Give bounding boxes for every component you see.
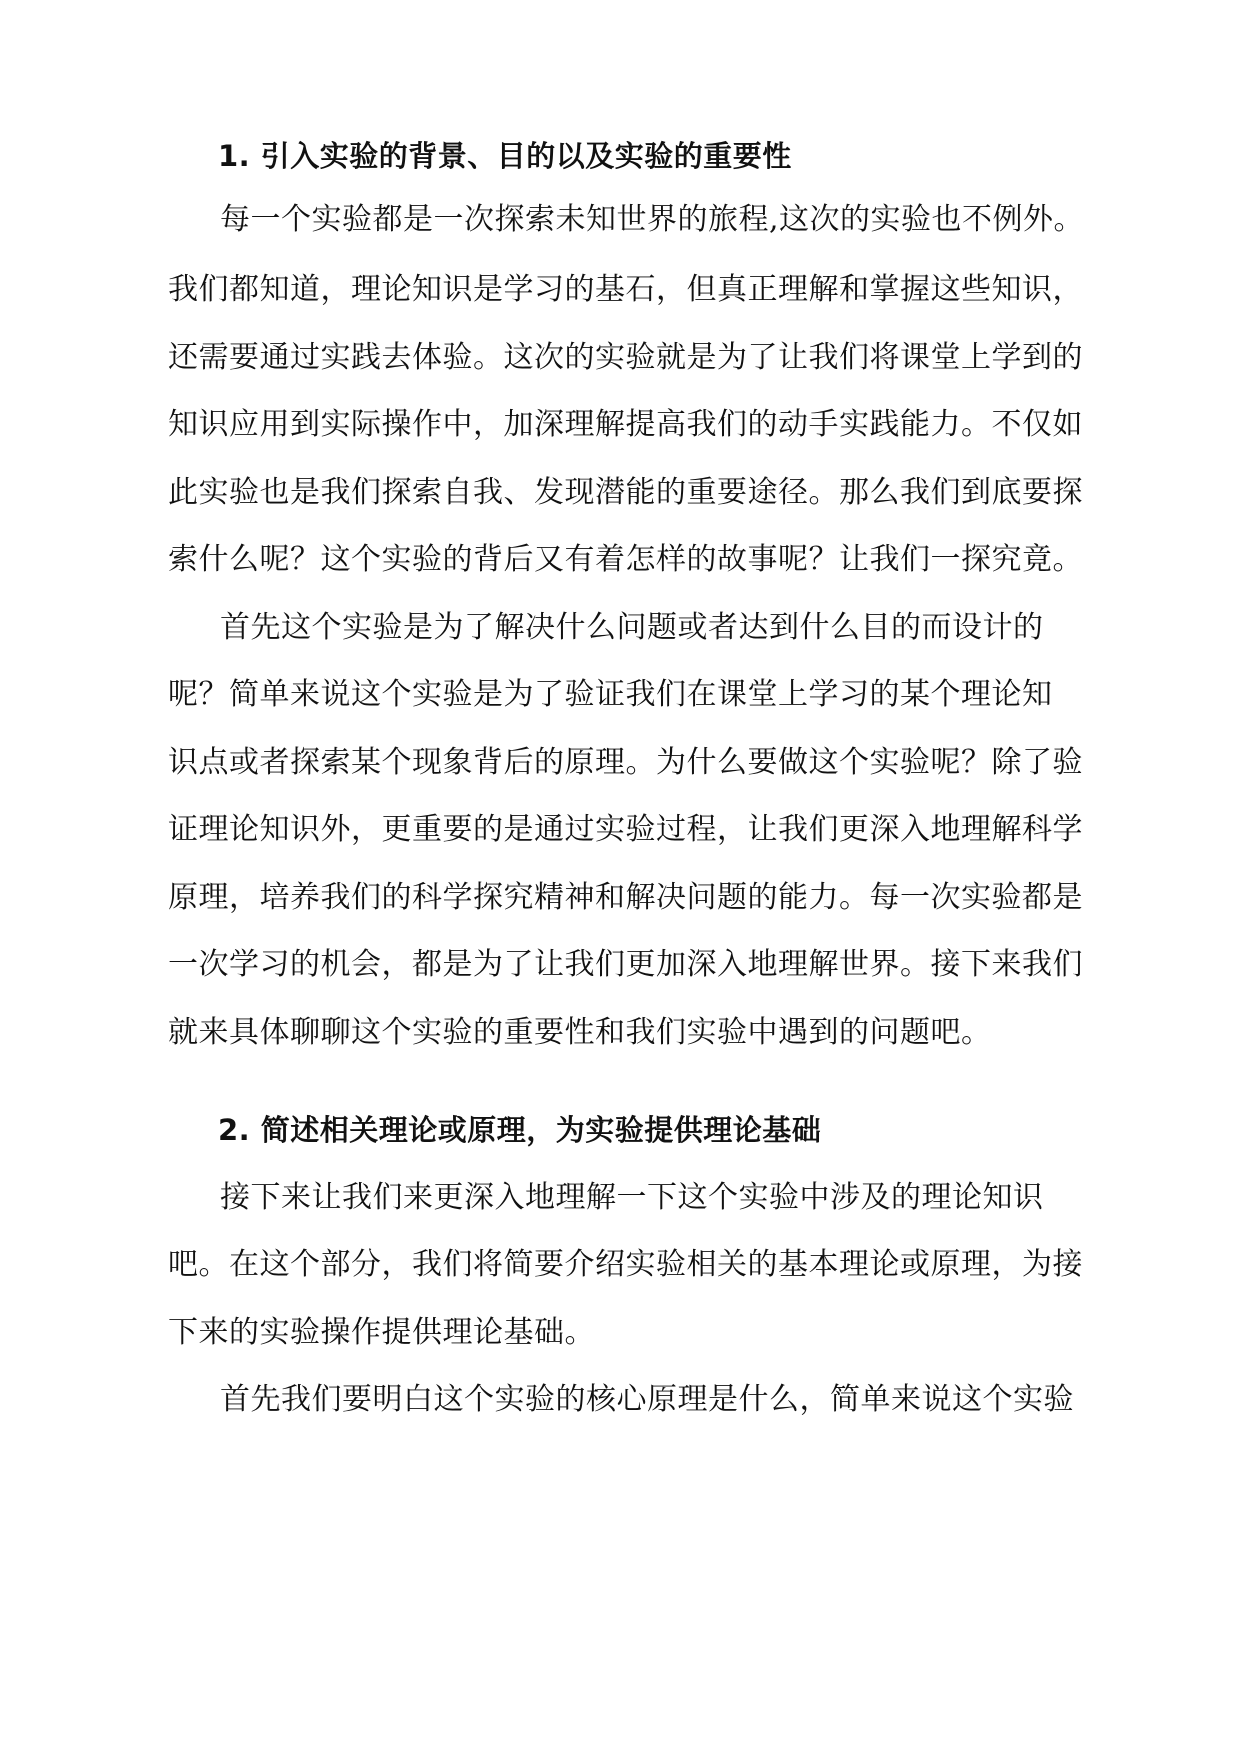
paragraph-line: 此实验也是我们探索自我、发现潜能的重要途径。那么我们到底要探 bbox=[168, 475, 1083, 510]
paragraph-line: 知识应用到实际操作中，加深理解提高我们的动手实践能力。不仅如 bbox=[168, 407, 1083, 442]
paragraph-line: 证理论知识外，更重要的是通过实验过程，让我们更深入地理解科学 bbox=[168, 812, 1083, 847]
paragraph-line: 每一个实验都是一次探索未知世界的旅程,这次的实验也不例外。 bbox=[220, 202, 1085, 237]
paragraph-line: 接下来让我们来更深入地理解一下这个实验中涉及的理论知识 bbox=[220, 1180, 1044, 1215]
section-1-heading: 1. 引入实验的背景、目的以及实验的重要性 bbox=[218, 139, 792, 173]
paragraph-line: 一次学习的机会，都是为了让我们更加深入地理解世界。接下来我们 bbox=[168, 947, 1083, 982]
paragraph-line: 识点或者探索某个现象背后的原理。为什么要做这个实验呢？除了验 bbox=[168, 745, 1083, 780]
paragraph-line: 呢？简单来说这个实验是为了验证我们在课堂上学习的某个理论知 bbox=[168, 677, 1053, 712]
paragraph-line: 首先这个实验是为了解决什么问题或者达到什么目的而设计的 bbox=[220, 610, 1044, 645]
section-2-heading: 2. 简述相关理论或原理，为实验提供理论基础 bbox=[218, 1113, 822, 1147]
paragraph-line: 原理，培养我们的科学探究精神和解决问题的能力。每一次实验都是 bbox=[168, 880, 1083, 915]
paragraph-line: 首先我们要明白这个实验的核心原理是什么，简单来说这个实验 bbox=[220, 1382, 1074, 1417]
paragraph-line: 索什么呢？这个实验的背后又有着怎样的故事呢？让我们一探究竟。 bbox=[168, 542, 1083, 577]
paragraph-line: 还需要通过实践去体验。这次的实验就是为了让我们将课堂上学到的 bbox=[168, 340, 1083, 375]
paragraph-line: 吧。在这个部分，我们将简要介绍实验相关的基本理论或原理，为接 bbox=[168, 1247, 1083, 1282]
paragraph-line: 就来具体聊聊这个实验的重要性和我们实验中遇到的问题吧。 bbox=[168, 1015, 992, 1050]
paragraph-line: 下来的实验操作提供理论基础。 bbox=[168, 1315, 595, 1350]
paragraph-line: 我们都知道，理论知识是学习的基石，但真正理解和掌握这些知识， bbox=[168, 272, 1083, 307]
